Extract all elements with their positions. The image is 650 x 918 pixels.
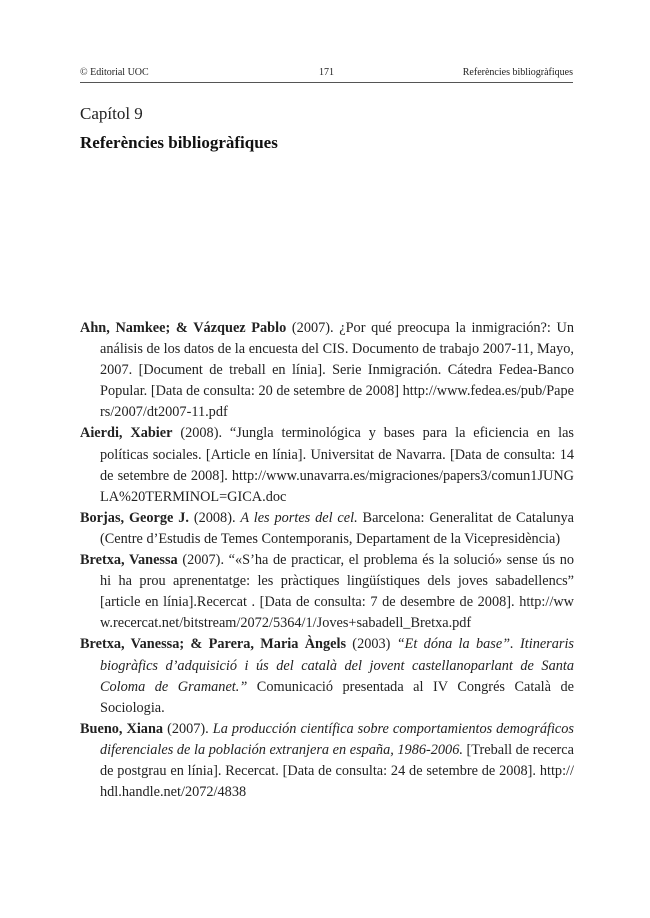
reference-author: Aierdi, Xabier [80, 425, 173, 442]
reference-entry [80, 318, 574, 423]
reference-title: “Et dóna la base”. Itineraris biogràfics d’adquisició i ús del català del jovent castellanoparlant de Santa Coloma de Gramanet.” [100, 636, 574, 695]
reference-author: Bueno, Xiana [80, 720, 164, 737]
running-title: Referències bibliogràfiques [462, 67, 573, 78]
chapter-label: Capítol 9 [80, 104, 143, 123]
reference-text: (2008). [188, 509, 241, 526]
reference-entry [80, 423, 574, 507]
reference-text: (2007). [163, 720, 213, 737]
reference-url[interactable]: http://www.fedea.es/pub/Papers/2007/dt2007-11.pdf [100, 383, 574, 421]
reference-text-after: Comunicació presentada al IV Congrés Català de Sociologia. [100, 678, 574, 716]
reference-title: La producción científica sobre comportamientos demográficos diferenciales de la población extranjera en españa, 1986-2006. [100, 720, 574, 758]
reference-author: Ahn, Namkee; & Vázquez Pablo [80, 320, 287, 336]
page-number: 171 [319, 67, 334, 78]
reference-author: Bretxa, Vanessa [80, 552, 178, 569]
reference-text: (2007). “«S’ha de practicar, el problema és la solució» sense ús no hi ha prou aprenentatge: les pràctiques lingüístiques dels joves sabadellencs” [article en línia].Recercat . [Data de consulta: 7 de desembre de 2008]. [100, 552, 574, 611]
reference-title: A les portes del cel. [240, 509, 358, 526]
publisher-label: © Editorial UOC [80, 67, 149, 78]
reference-text: (2007). ¿Por qué preocupa la inmigración?: Un análisis de los datos de la encuesta del CIS. Documento de trabajo 2007-11, Mayo, 2007. [Document de treball en línia]. Serie Inmigración. Cátedra Fedea-Banco Popular. [Data de consulta: 20 de setembre de 2008] [100, 320, 574, 400]
reference-author: Borjas, George J. [80, 509, 189, 526]
reference-text-after: [Treball de recerca de postgrau en línia]. Recercat. [Data de consulta: 24 de setembre de 2008]. [100, 741, 574, 779]
running-head [80, 66, 573, 83]
reference-text-after: Barcelona: Generalitat de Catalunya (Centre d’Estudis de Temes Contemporanis, Departament de la Vicepresidència) [100, 509, 575, 547]
reference-author: Bretxa, Vanessa; & Parera, Maria Àngels [80, 636, 347, 653]
reference-url[interactable]: http://www.recercat.net/bitstream/2072/5364/1/Joves+sabadell_Bretxa.pdf [100, 594, 574, 632]
reference-text: (2003) [346, 636, 397, 653]
reference-entry [80, 634, 574, 718]
reference-text: (2008). “Jungla terminológica y bases para la eficiencia en las políticas sociales. [Article en línia]. Universitat de Navarra. [Data de consulta: 14 de setembre de 2008]. [100, 425, 574, 484]
reference-entry [80, 508, 574, 550]
reference-entry [80, 550, 574, 634]
reference-list [80, 318, 574, 803]
reference-url[interactable]: http://www.unavarra.es/migraciones/papers3/comun1JUNGLA%20TERMINOL=GICA.doc [100, 467, 574, 505]
reference-url[interactable]: http://hdl.handle.net/2072/4838 [100, 762, 574, 801]
reference-entry [80, 719, 574, 803]
section-title: Referències bibliogràfiques [80, 133, 278, 152]
